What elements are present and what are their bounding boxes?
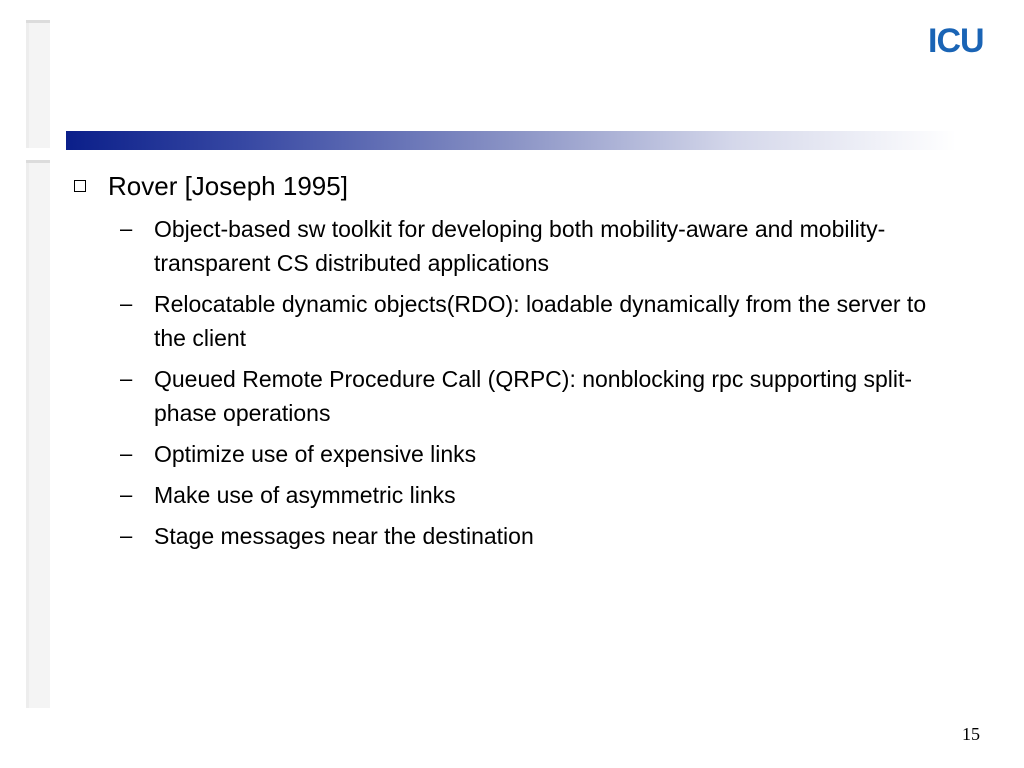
dash-bullet-icon: –: [120, 523, 133, 548]
dash-bullet-icon: –: [120, 441, 133, 466]
sub-bullet-list: [120, 212, 960, 560]
dash-bullet-icon: –: [120, 366, 133, 391]
list-item: [120, 212, 960, 280]
sub-bullet-text: Object-based sw toolkit for developing both mobility-aware and mobility-transparent CS distributed applications: [154, 216, 886, 276]
list-item: [120, 362, 960, 430]
icu-logo: ICU: [928, 22, 984, 60]
sub-bullet-text: Queued Remote Procedure Call (QRPC): nonblocking rpc supporting split-phase operations: [154, 366, 913, 426]
dash-bullet-icon: –: [120, 291, 133, 316]
list-item: [120, 287, 960, 355]
sub-bullet-text: Stage messages near the destination: [154, 523, 534, 549]
list-item: [120, 437, 960, 471]
hollow-square-bullet-icon: [74, 180, 86, 192]
main-bullet-text: Rover [Joseph 1995]: [108, 171, 348, 201]
sub-bullet-text: Make use of asymmetric links: [154, 482, 456, 508]
dash-bullet-icon: –: [120, 482, 133, 507]
sub-bullet-text: Optimize use of expensive links: [154, 441, 477, 467]
page-number: 15: [962, 724, 980, 744]
list-item: [120, 519, 960, 553]
main-bullet: [74, 168, 954, 204]
list-item: [120, 478, 960, 512]
sub-bullet-text: Relocatable dynamic objects(RDO): loadable dynamically from the server to the client: [154, 291, 927, 351]
dash-bullet-icon: –: [120, 216, 133, 241]
